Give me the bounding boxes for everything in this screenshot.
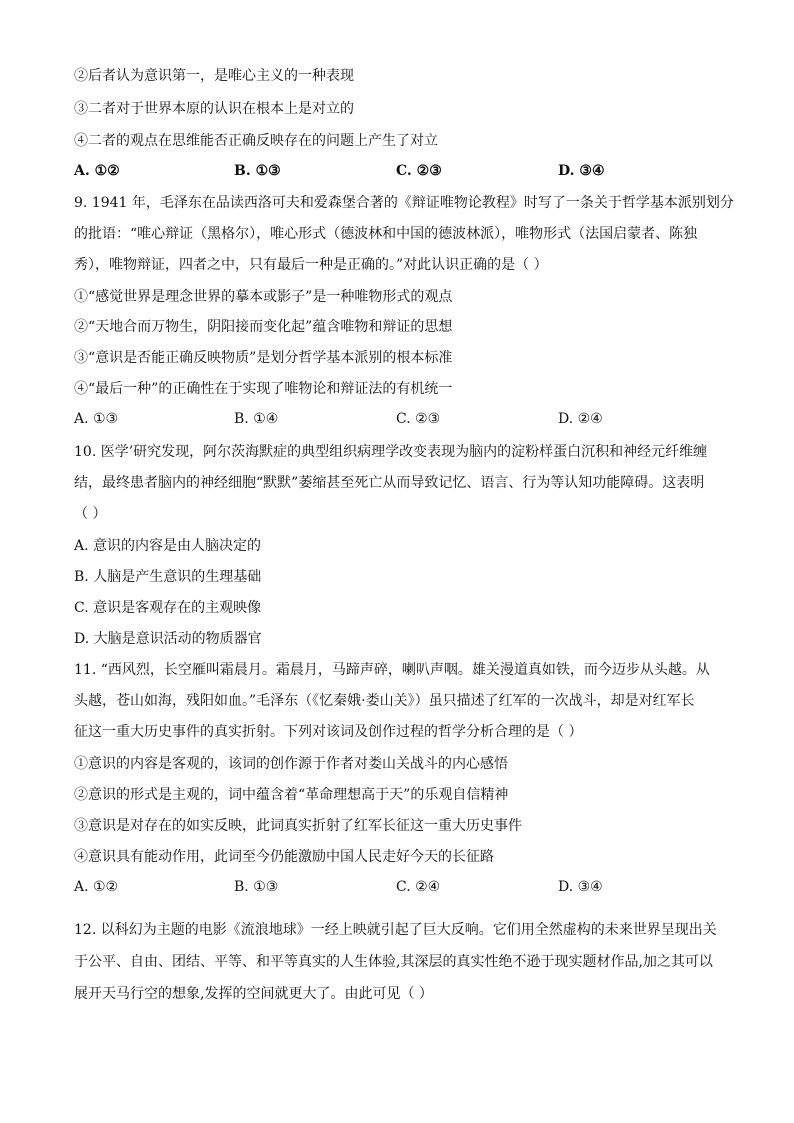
q11-item-4: ④意识具有能动作用，此词至今仍能激励中国人民走好今天的长征路 [74,849,494,865]
q11-item-3: ③意识是对存在的如实反映，此词真实折射了红军长征这一重大历史事件 [74,818,522,834]
q9-item-4: ④“最后一种”的正确性在于实现了唯物论和辩证法的有机统一 [74,381,453,397]
q9-item-1: ①“感觉世界是理念世界的摹本或影子”是一种唯物形式的观点 [74,289,453,305]
q9-option-c[interactable]: C. ②③ [396,411,441,427]
q9-item-2: ②“天地合而万物生，阴阳接而变化起”蕴含唯物和辩证的思想 [74,319,453,335]
q8-item-4: ④二者的观点在思维能否正确反映存在的问题上产生了对立 [74,133,438,149]
q11-options [74,879,734,897]
q10-choice-c[interactable]: C. 意识是客观存在的主观映像 [74,600,262,616]
q9-option-b[interactable]: B. ①④ [234,411,279,427]
q9-option-d[interactable]: D. ②④ [558,411,603,427]
q11-option-a[interactable]: A. ①② [74,879,119,895]
q8-option-b[interactable]: B. ①③ [234,163,281,179]
q12-stem-line-2: 于公平、自由、团结、平等、和平等真实的人生体验,其深层的真实性绝不逊于现实题材作品,加之其可以 [74,954,713,970]
q9-stem-line-2: 的批语：“唯心辩证（黑格尔），唯心形式（德波林和中国的德波林派），唯物形式（法国启蒙者、陈独 [74,226,698,242]
q9-stem-line-3: 秀），唯物辩证，四者之中，只有最后一种是正确的。”对此认识正确的是（ ） [74,257,548,273]
q12-stem-line-1: 12. 以科幻为主题的电影《流浪地球》一经上映就引起了巨大反响。它们用全然虚构的未来世界呈现出关 [74,922,717,938]
q11-stem-line-2: 头越，苍山如海，残阳如血。”毛泽东（《忆秦娥·娄山关》）虽只描述了红军的一次战斗，却是对红军长 [74,693,695,709]
q9-options [74,411,734,429]
q8-option-a[interactable]: A. ①② [74,163,120,179]
q11-option-b[interactable]: B. ①③ [234,879,279,895]
q8-item-2: ②后者认为意识第一，是唯心主义的一种表现 [74,68,354,84]
q8-option-d[interactable]: D. ③④ [558,163,605,179]
q10-choice-d[interactable]: D. 大脑是意识活动的物质器官 [74,631,262,647]
q9-option-a[interactable]: A. ①③ [74,411,119,427]
q11-option-c[interactable]: C. ②④ [396,879,441,895]
q11-item-2: ②意识的形式是主观的，词中蕴含着“革命理想高于天”的乐观自信精神 [74,787,509,803]
q10-stem-line-1: 10. 医学’研究发现，阿尔茨海默症的典型组织病理学改变表现为脑内的淀粉样蛋白沉积和神经元纤维缠 [74,444,708,460]
q11-stem-line-1: 11. “西风烈，长空雁叫霜晨月。霜晨月，马蹄声碎，喇叭声咽。雄关漫道真如铁，而今迈步从头越。从 [74,662,710,678]
q10-choice-a[interactable]: A. 意识的内容是由人脑决定的 [74,538,262,554]
q11-item-1: ①意识的内容是客观的，该词的创作源于作者对娄山关战斗的内心感悟 [74,756,508,772]
q11-stem-line-3: 征这一重大历史事件的真实折射。下列对该词及创作过程的哲学分析合理的是（ ） [74,724,583,740]
q8-item-3: ③二者对于世界本原的认识在根本上是对立的 [74,101,354,117]
q10-stem-line-3: （ ） [74,506,107,522]
q11-option-d[interactable]: D. ③④ [558,879,603,895]
q9-stem-line-1: 9. 1941 年，毛泽东在品读西洛可夫和爱森堡合著的《辩证唯物论教程》时写了一条关于哲学基本派别划分 [74,195,734,211]
q10-stem-line-2: 结，最终患者脑内的神经细胞“默默”萎缩甚至死亡从而导致记忆、语言、行为等认知功能障碍。这表明 [74,475,705,491]
q10-choice-b[interactable]: B. 人脑是产生意识的生理基础 [74,569,262,585]
q8-option-c[interactable]: C. ②③ [396,163,442,179]
q12-stem-line-3: 展开天马行空的想象,发挥的空间就更大了。由此可见（ ） [74,986,433,1002]
q9-item-3: ③“意识是否能正确反映物质”是划分哲学基本派别的根本标准 [74,350,453,366]
q8-options [74,163,734,181]
